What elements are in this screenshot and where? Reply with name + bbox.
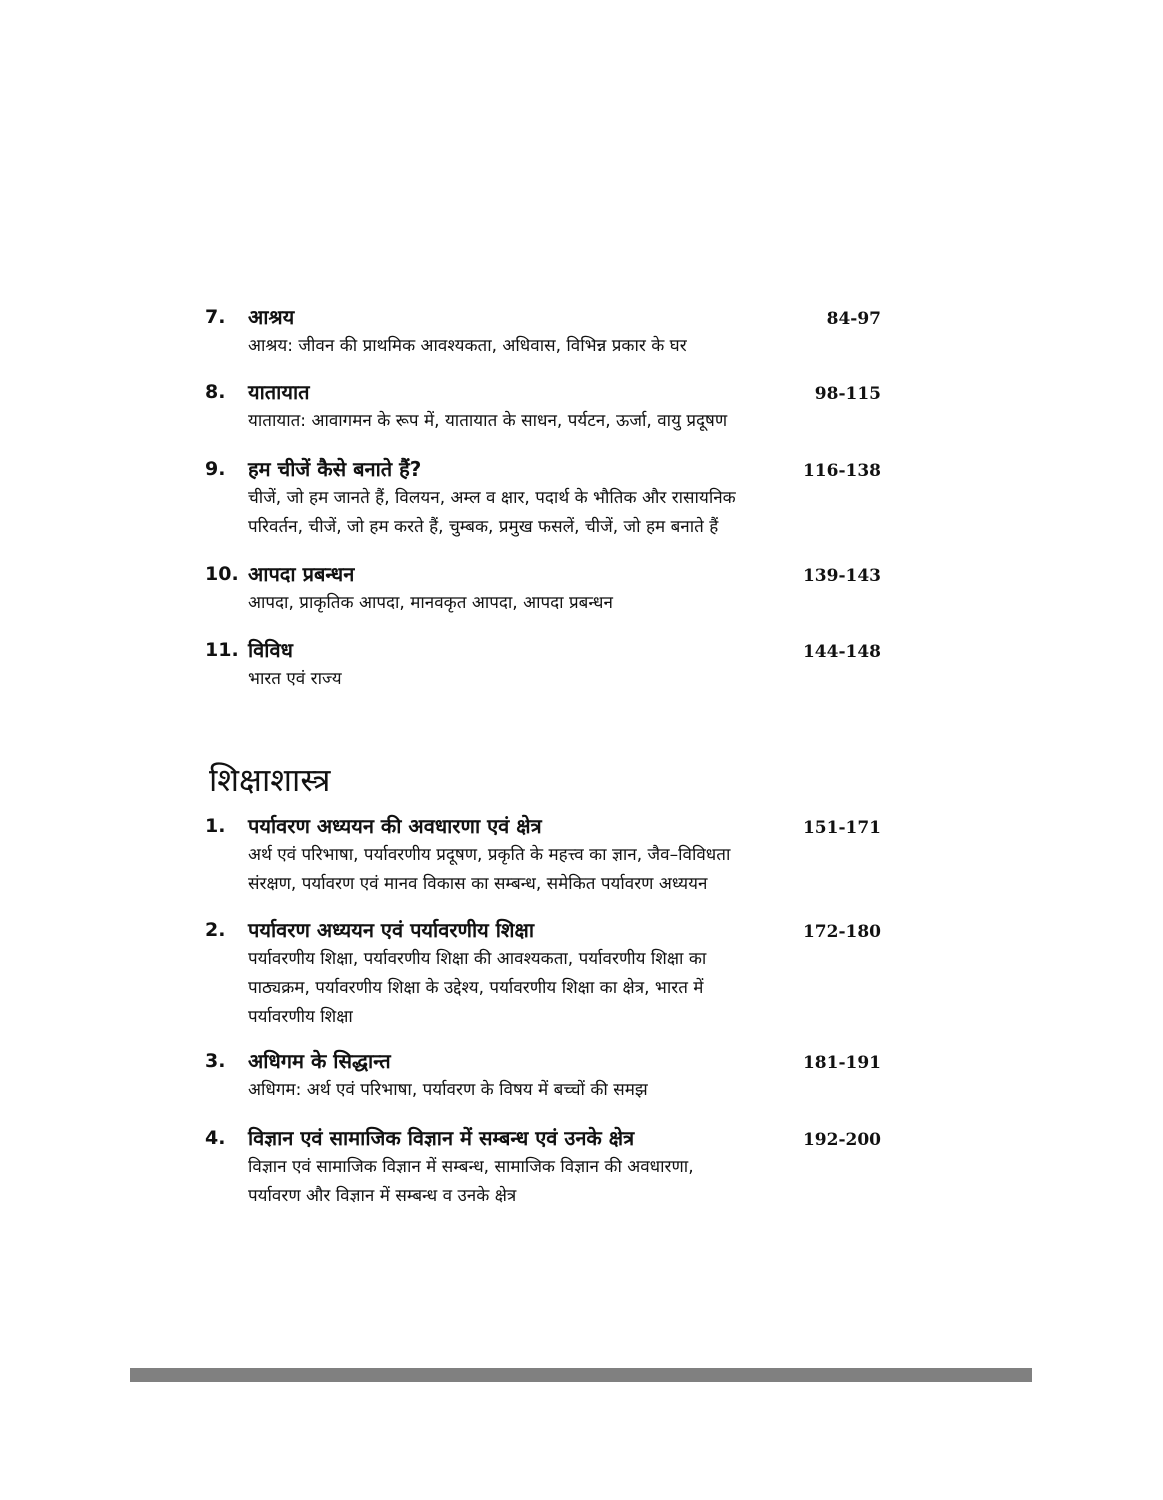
chapter-number: 2. bbox=[205, 919, 226, 941]
page-range: 116-138 bbox=[802, 461, 881, 481]
topics-line: पाठ्यक्रम, पर्यावरणीय शिक्षा के उद्देश्य, पर्यावरणीय शिक्षा का क्षेत्र, भारत में bbox=[248, 978, 704, 998]
topics-line: पर्यावरणीय शिक्षा, पर्यावरणीय शिक्षा की आवश्यकता, पर्यावरणीय शिक्षा का bbox=[248, 949, 707, 969]
chapter-topics bbox=[248, 665, 848, 694]
page-range: 181-191 bbox=[802, 1053, 881, 1073]
chapter-title: विज्ञान एवं सामाजिक विज्ञान में सम्बन्ध एवं उनके क्षेत्र bbox=[248, 1126, 635, 1150]
topics-line: संरक्षण, पर्यावरण एवं मानव विकास का सम्बन्ध, समेकित पर्यावरण अध्ययन bbox=[248, 874, 708, 894]
chapter-title: पर्यावरण अध्ययन एवं पर्यावरणीय शिक्षा bbox=[248, 918, 535, 942]
topics-line: परिवर्तन, चीजें, जो हम करते हैं, चुम्बक, प्रमुख फसलें, चीजें, जो हम बनाते हैं bbox=[248, 517, 719, 537]
chapter-title: विविध bbox=[248, 638, 293, 662]
chapter-topics bbox=[248, 407, 848, 436]
chapter-number: 3. bbox=[205, 1050, 226, 1072]
chapter-number: 1. bbox=[205, 815, 226, 837]
chapter-topics bbox=[248, 484, 848, 542]
topics-line: पर्यावरण और विज्ञान में सम्बन्ध व उनके क्षेत्र bbox=[248, 1186, 517, 1206]
chapter-title: अधिगम के सिद्धान्त bbox=[248, 1049, 391, 1073]
chapter-topics bbox=[248, 1076, 848, 1105]
chapter-number: 4. bbox=[205, 1127, 226, 1149]
chapter-topics bbox=[248, 1153, 848, 1211]
chapter-number: 9. bbox=[205, 458, 226, 480]
topics-line: यातायात: आवागमन के रूप में, यातायात के साधन, पर्यटन, ऊर्जा, वायु प्रदूषण bbox=[248, 411, 728, 431]
topics-line: पर्यावरणीय शिक्षा bbox=[248, 1007, 353, 1027]
chapter-number: 11. bbox=[205, 639, 239, 661]
topics-line: आश्रय: जीवन की प्राथमिक आवश्यकता, अधिवास, विभिन्न प्रकार के घर bbox=[248, 336, 687, 356]
chapter-topics bbox=[248, 589, 848, 618]
page-range: 151-171 bbox=[802, 818, 881, 838]
topics-line: भारत एवं राज्य bbox=[248, 669, 342, 689]
topics-line: आपदा, प्राकृतिक आपदा, मानवकृत आपदा, आपदा प्रबन्धन bbox=[248, 593, 613, 613]
chapter-topics bbox=[248, 332, 848, 361]
topics-line: विज्ञान एवं सामाजिक विज्ञान में सम्बन्ध, सामाजिक विज्ञान की अवधारणा, bbox=[248, 1157, 694, 1177]
page-range: 192-200 bbox=[802, 1130, 881, 1150]
page-range: 139-143 bbox=[802, 566, 881, 586]
footer-divider-bar bbox=[130, 1368, 1032, 1382]
chapter-title: आश्रय bbox=[248, 305, 295, 329]
section-heading: शिक्षाशास्त्र bbox=[209, 761, 331, 799]
topics-line: चीजें, जो हम जानते हैं, विलयन, अम्ल व क्षार, पदार्थ के भौतिक और रासायनिक bbox=[248, 488, 736, 508]
page-range: 144-148 bbox=[802, 642, 881, 662]
topics-line: अर्थ एवं परिभाषा, पर्यावरणीय प्रदूषण, प्रकृति के महत्त्व का ज्ञान, जैव–विविधता bbox=[248, 845, 731, 865]
page-range: 84-97 bbox=[826, 309, 881, 329]
chapter-topics bbox=[248, 945, 848, 1032]
topics-line: अधिगम: अर्थ एवं परिभाषा, पर्यावरण के विषय में बच्चों की समझ bbox=[248, 1080, 648, 1100]
chapter-title: यातायात bbox=[248, 380, 310, 404]
chapter-number: 10. bbox=[205, 563, 239, 585]
chapter-title: आपदा प्रबन्धन bbox=[248, 562, 355, 586]
chapter-title: हम चीजें कैसे बनाते हैं? bbox=[248, 457, 422, 481]
chapter-number: 8. bbox=[205, 381, 226, 403]
page-range: 98-115 bbox=[814, 384, 881, 404]
chapter-topics bbox=[248, 841, 848, 899]
chapter-title: पर्यावरण अध्ययन की अवधारणा एवं क्षेत्र bbox=[248, 814, 542, 838]
chapter-number: 7. bbox=[205, 306, 226, 328]
page-range: 172-180 bbox=[802, 922, 881, 942]
